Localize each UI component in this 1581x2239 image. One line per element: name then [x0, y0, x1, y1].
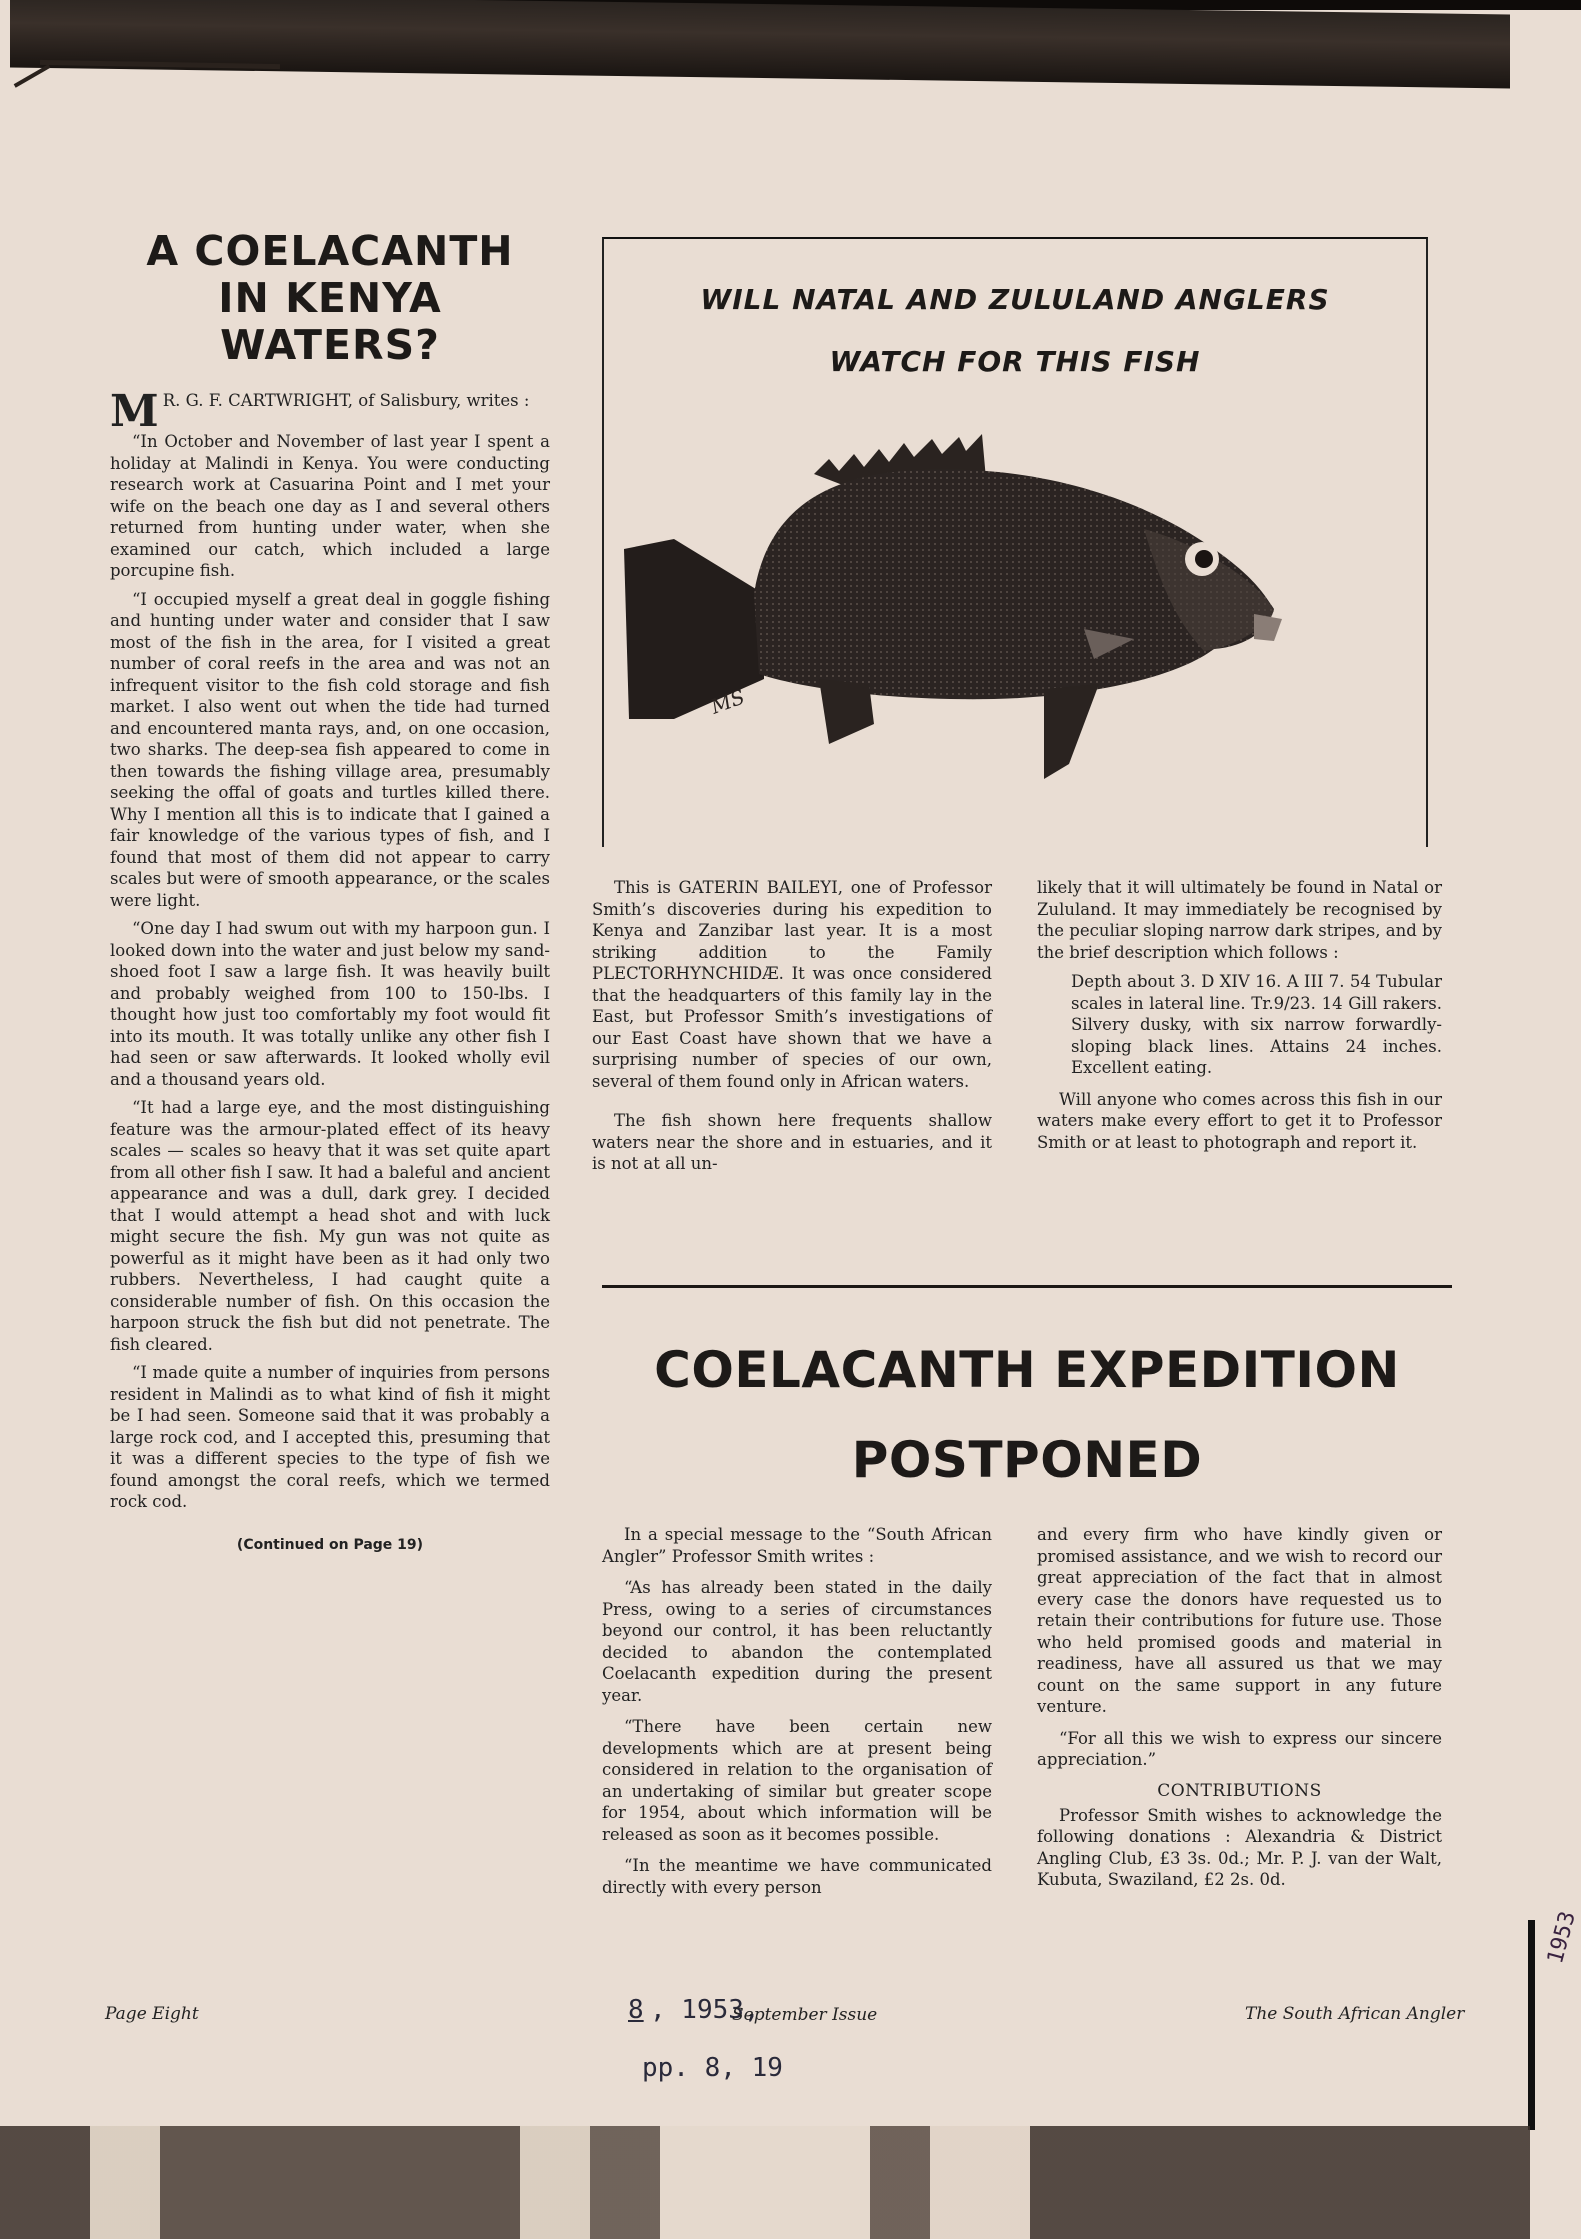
fish-pupil [1195, 550, 1213, 568]
continued-note: (Continued on Page 19) [236, 1536, 424, 1553]
illustrator-signature: MS [707, 684, 748, 719]
paragraph: “In October and November of last year I spent a holiday at Malindi in Kenya. You were conducting research work at Casuarina Point and I met your wife on the beach one day as I and several others returned from hunting under water, when she examined our catch, which included a large porcupine fish. [110, 432, 550, 580]
headline-line: COELACANTH EXPEDITION [654, 1341, 1400, 1399]
article-headline [110, 228, 550, 369]
scan-shadow-band [10, 0, 1510, 88]
anal-fin [819, 679, 874, 744]
paragraph: “It had a large eye, and the most distinguishing feature was the armour-plated effect of its heavy scales — scales so heavy that it was set quite apart from all other fish I saw. It had a baleful and ancient appearance and was a dull, dark grey. I decided that I would attempt a head shot and with luck might secure the fish. My gun was not quite as powerful as it might have been as it had only two rubbers. Nevertheless, I had caught quite a considerable number of fish. On this occasion the harpoon struck the fish but did not penetrate. The fish cleared. [110, 1098, 550, 1354]
headline-line: POSTPONED [851, 1431, 1203, 1489]
expedition-column-2 [1037, 1524, 1442, 1901]
paragraph: “As has already been stated in the daily Press, owing to a series of circumstances beyond our control, it has been reluctantly decided to abandon the contemplated Coelacanth expedition during the present year. [602, 1578, 992, 1705]
pelvic-fin [1044, 684, 1099, 779]
paragraph: The fish shown here frequents shallow waters near the shore and in estuaries, and it is not at all un- [592, 1111, 992, 1173]
box-headline [604, 269, 1426, 393]
contributions-heading: CONTRIBUTIONS [1157, 1780, 1322, 1801]
paragraph: and every firm who have kindly given or promised assistance, and we wish to record our great appreciation of the fact that in almost every case the donors have requested us to retain their contributions for future use. Those who held promised goods and material in readiness, have all assured us that we may count on the same support in any future venture. [1037, 1525, 1442, 1716]
section-divider [602, 1285, 1452, 1288]
paragraph: Will anyone who comes across this fish in our waters make every effort to get it to Professor Smith or at least to photograph and report it. [1037, 1089, 1442, 1152]
fish-article-column-1 [592, 877, 992, 1193]
headline-line: WILL NATAL AND ZULULAND ANGLERS [700, 283, 1330, 316]
fish-article-column-2 [1037, 877, 1442, 1171]
headline-line: WATERS? [220, 321, 440, 369]
byline-text: R. G. F. CARTWRIGHT, of Salisbury, writes : [162, 391, 530, 410]
byline [110, 386, 550, 437]
paragraph: “There have been certain new developments which are at present being considered in relation to the organisation of an undertaking of similar but greater scope for 1954, about which information will be released as soon as it becomes possible. [602, 1717, 992, 1844]
page-number-label: Page Eight [105, 2004, 199, 2024]
scan-shadow-bottom [0, 2126, 1530, 2239]
drop-cap: M [110, 386, 159, 437]
paragraph: In a special message to the “South African Angler” Professor Smith writes : [602, 1525, 992, 1566]
handwritten-volume: 8 [628, 1995, 644, 2025]
expedition-column-1 [602, 1524, 992, 1908]
fish-feature-box [602, 237, 1428, 847]
headline-line: WATCH FOR THIS FISH [829, 345, 1201, 378]
fish-tail [624, 539, 764, 719]
fish-mouth [1254, 614, 1282, 641]
handwritten-pages: pp. 8, 19 [642, 2053, 783, 2083]
fish-illustration [614, 379, 1414, 819]
article-coelacanth-kenya [110, 228, 550, 1553]
headline-line: A COELACANTH [146, 227, 514, 275]
handwritten-margin-year: 1953 [1543, 1908, 1581, 1967]
headline-line: IN KENYA [218, 274, 442, 322]
issue-label: September Issue [732, 2005, 878, 2025]
expedition-headline [602, 1325, 1452, 1505]
paragraph: “I made quite a number of inquiries from persons resident in Malindi as to what kind of fish it might be I had seen. Someone said that it was probably a large rock cod, and I accepted this, presuming that it was a different species to the type of fish we found amongst the coral reefs, which we termed rock cod. [110, 1363, 550, 1511]
fish-drawing-icon [614, 379, 1414, 819]
page-edge-right [1528, 1920, 1535, 2130]
paragraph: This is GATERIN BAILEYI, one of Professor Smith’s discoveries during his expedition to Kenya and Zanzibar last year. It is a most striking addition to the Family PLECTORHYNCHIDÆ. It was once considered that the headquarters of this family lay in the East, but Professor Smith’s investigations of our East Coast have shown that we have a surprising number of species of our own, several of them found only in African waters. [592, 878, 992, 1091]
paragraph: “One day I had swum out with my harpoon gun. I looked down into the water and just below my sand-shoed foot I saw a large fish. It was heavily built and probably weighed from 100 to 150-lbs. I thought how just too comfortably my foot would fit into its mouth. It was totally unlike any other fish I had seen or saw afterwards. It looked wholly evil and a thousand years old. [110, 919, 550, 1089]
paragraph: likely that it will ultimately be found in Natal or Zululand. It may immediately be recognised by the peculiar sloping narrow dark stripes, and by the brief description which follows : [1037, 878, 1442, 962]
handwritten-year: , 1953, [650, 1995, 760, 2025]
paragraph: “In the meantime we have communicated directly with every person [602, 1856, 992, 1897]
contributions-text: Professor Smith wishes to acknowledge the following donations : Alexandria & District Angling Club, £3 3s. 0d.; Mr. P. J. van der Walt, Kubuta, Swaziland, £2 2s. 0d. [1037, 1805, 1442, 1889]
publication-name: The South African Angler [1245, 2004, 1465, 2024]
paragraph: “I occupied myself a great deal in goggle fishing and hunting under water and consider that I saw most of the fish in the area, for I visited a great number of coral reefs in the area and was not an infrequent visitor to the fish cold storage and fish market. I also went out when the tide had turned and encountered manta rays, and, on one occasion, two sharks. The deep-sea fish appeared to come in then towards the fishing village area, presumably seeking the offal of goats and turtles killed there. Why I mention all this is to indicate that I gained a fair knowledge of the various types of fish, and I found that most of them did not appear to carry scales but were of smooth appearance, or the scales were light. [110, 589, 550, 910]
paragraph: “For all this we wish to express our sincere appreciation.” [1037, 1728, 1442, 1769]
fish-description: Depth about 3. D XIV 16. A III 7. 54 Tubular scales in lateral line. Tr.9/23. 14 Gill rakers. Silvery dusky, with six narrow forwardly-sloping black lines. Attains 24 inches. Excellent eating. [1071, 972, 1442, 1077]
